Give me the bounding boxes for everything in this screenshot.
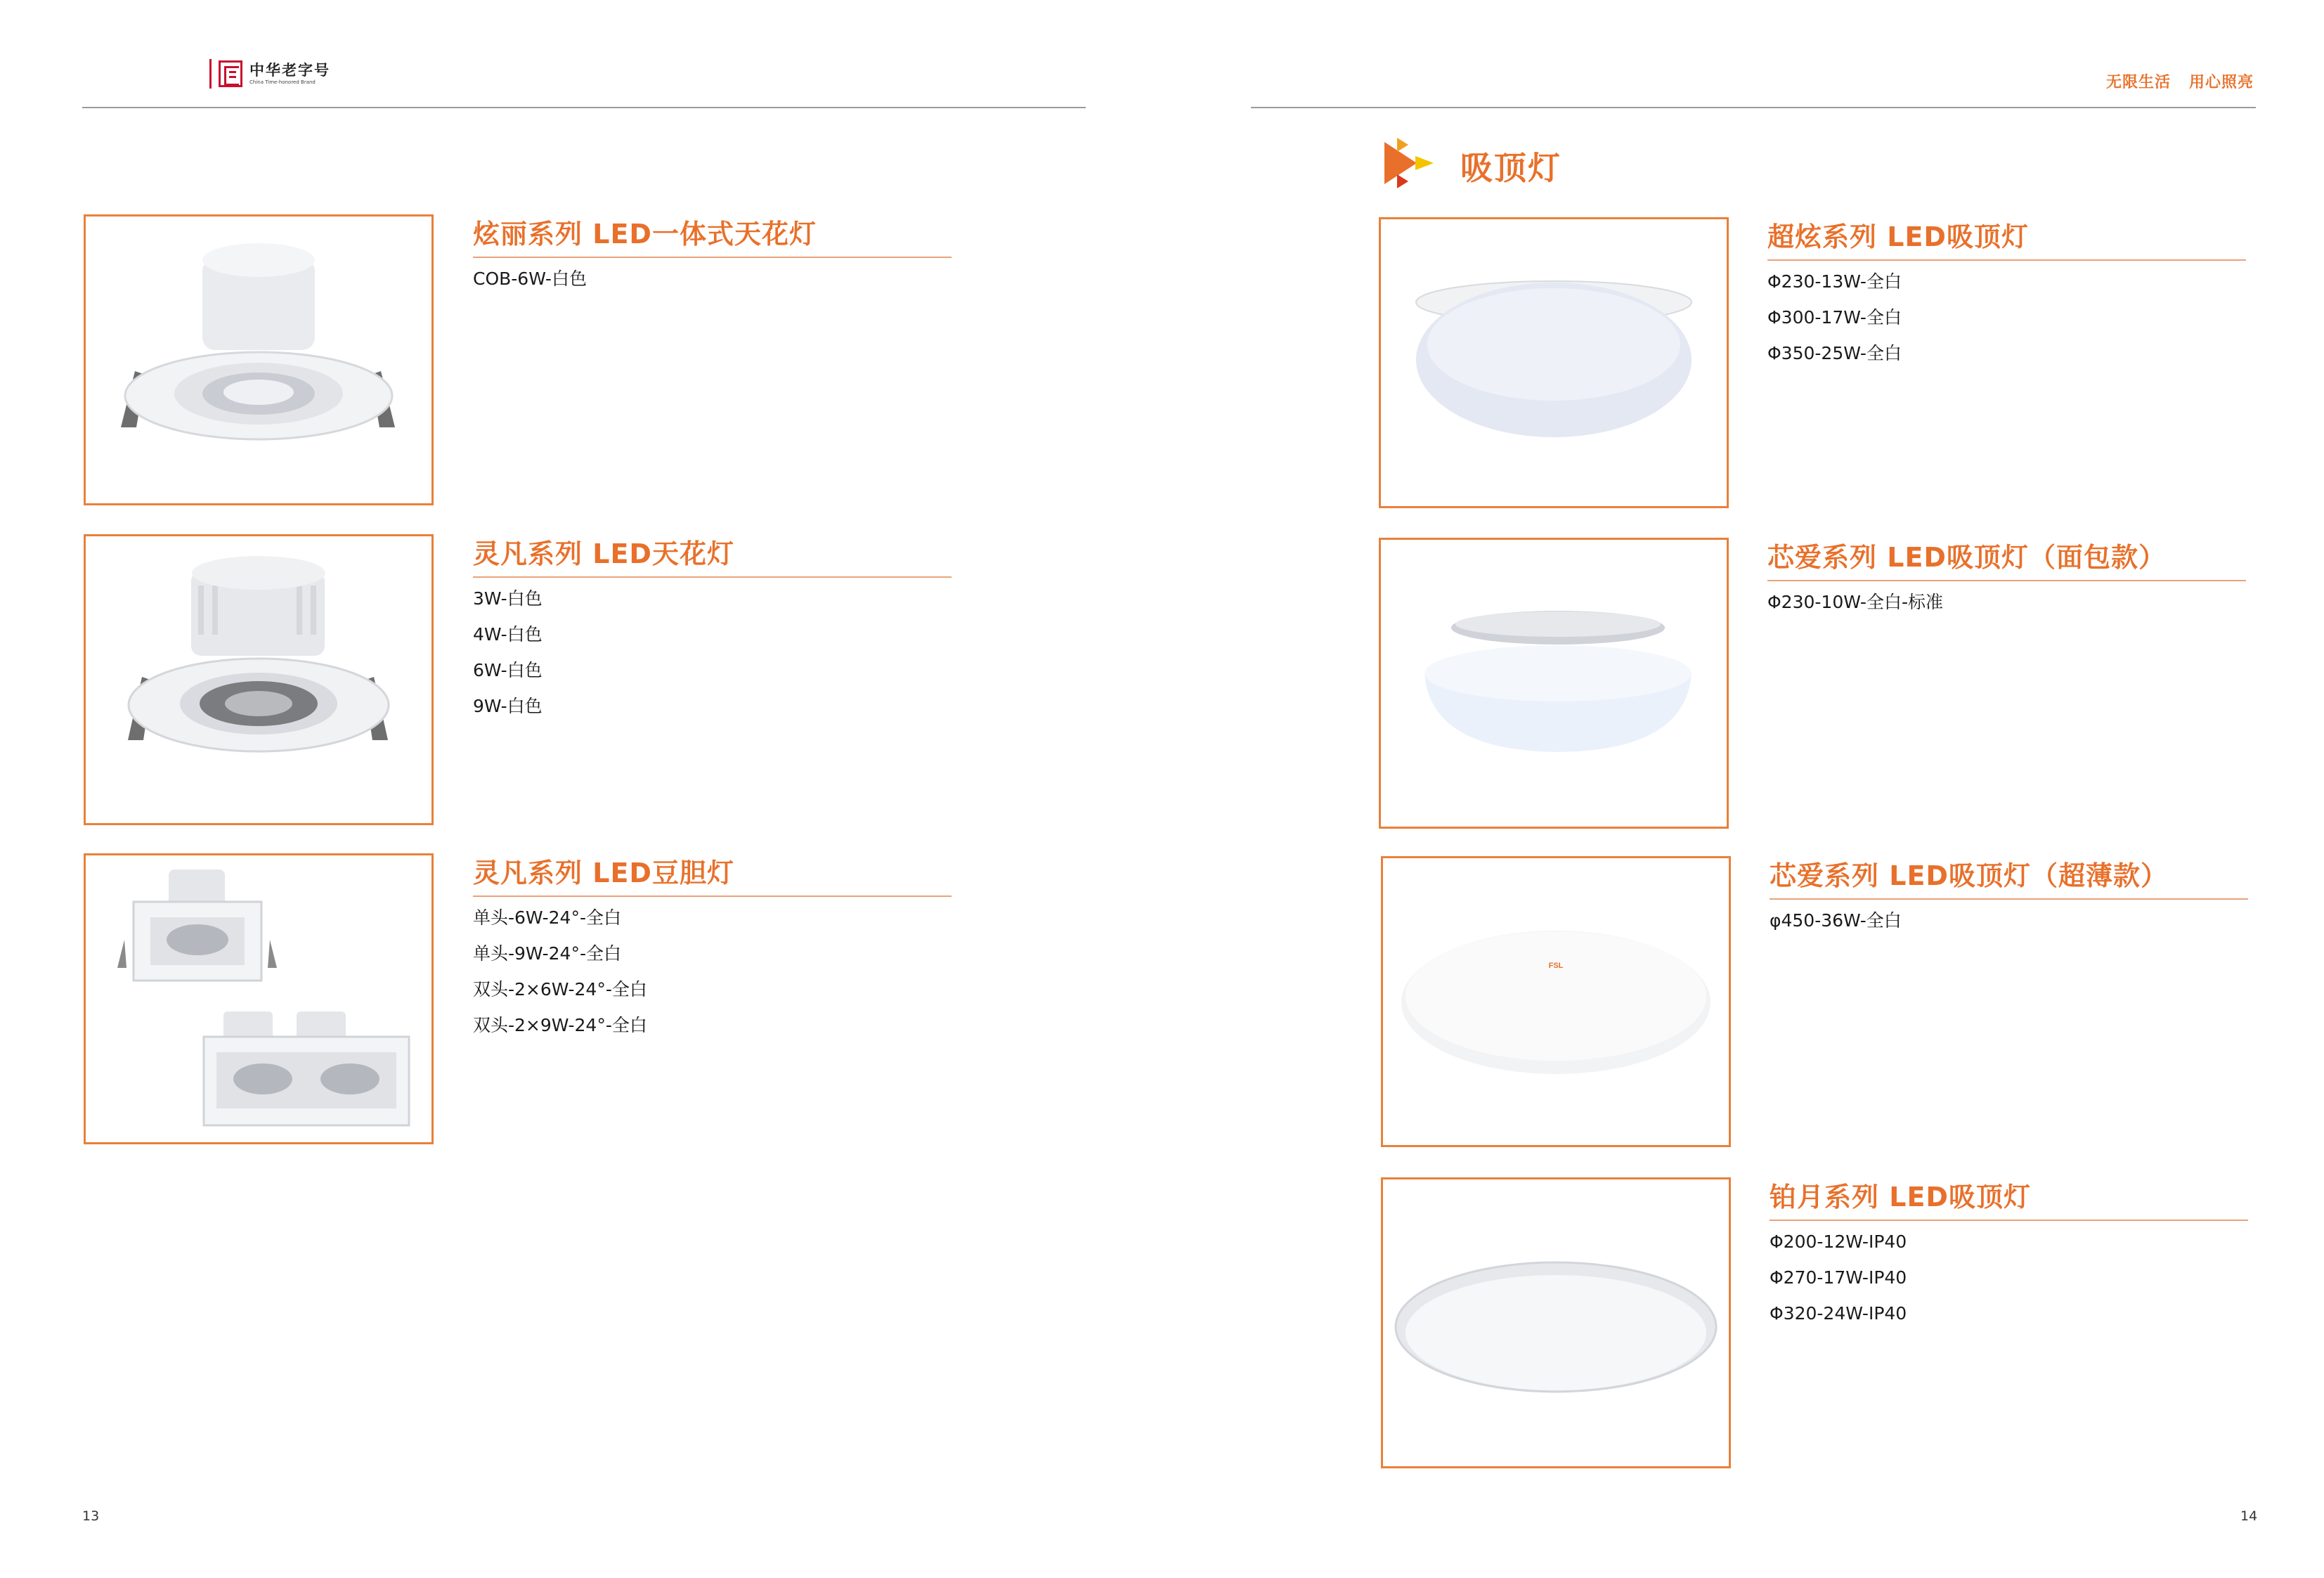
grille-downlight-icon <box>86 855 431 1142</box>
spec-item: Φ350-25W-全白 <box>1767 343 1902 363</box>
adjustable-spotlight-icon <box>86 536 431 823</box>
spec-item: 3W-白色 <box>473 588 543 609</box>
ceiling-light-flat-icon <box>1383 1179 1729 1466</box>
slogan: 无限生活 用心照亮 <box>2106 74 2254 91</box>
spec-item: φ450-36W-全白 <box>1770 910 1902 931</box>
spec-list <box>473 261 587 297</box>
product-image-frame <box>84 853 434 1144</box>
spec-item: Φ230-13W-全白 <box>1767 271 1902 292</box>
spec-item: COB-6W-白色 <box>473 269 587 289</box>
title-underline <box>473 576 952 578</box>
page-number-left: 13 <box>82 1508 100 1524</box>
product-image-frame <box>84 214 434 505</box>
spec-list <box>473 581 543 724</box>
time-honored-seal-icon <box>219 60 242 87</box>
product-title: 超炫系列 LED吸顶灯 <box>1767 221 2029 252</box>
product-image-frame <box>1379 538 1729 829</box>
title-underline <box>473 257 952 258</box>
section-title: 吸顶灯 <box>1460 149 1562 187</box>
spec-item: Φ300-17W-全白 <box>1767 307 1902 328</box>
spec-item: Φ200-12W-IP40 <box>1770 1231 1907 1252</box>
spec-item: Φ270-17W-IP40 <box>1770 1267 1907 1288</box>
spec-item: Φ320-24W-IP40 <box>1770 1303 1907 1324</box>
title-underline <box>1767 259 2246 261</box>
spec-list <box>1770 1224 1907 1331</box>
product-image-frame <box>1381 856 1731 1147</box>
product-image-frame <box>84 534 434 825</box>
product-image-frame <box>1379 217 1729 508</box>
spec-item: 单头-6W-24°-全白 <box>473 907 621 928</box>
header-rule-right <box>1251 107 2256 108</box>
ceiling-light-slim-icon <box>1383 858 1729 1145</box>
brand-logo <box>209 59 330 89</box>
spec-item: 4W-白色 <box>473 624 543 645</box>
brand-divider <box>209 59 212 89</box>
brand-name-en: China Time-honored Brand <box>249 79 316 85</box>
spec-item: 9W-白色 <box>473 696 543 716</box>
product-image-frame <box>1381 1177 1731 1468</box>
title-underline <box>1767 580 2246 581</box>
product-title: 芯爱系列 LED吸顶灯（超薄款） <box>1770 860 2168 891</box>
spec-list <box>1770 903 1902 938</box>
section-arrow-icon <box>1384 138 1441 188</box>
product-title: 铂月系列 LED吸顶灯 <box>1770 1182 2031 1212</box>
title-underline <box>1770 898 2248 900</box>
spec-item: 双头-2×9W-24°-全白 <box>473 1015 647 1035</box>
spec-list <box>1767 264 1902 371</box>
title-underline <box>1770 1220 2248 1221</box>
brand-name-cn: 中华老字号 <box>249 61 330 79</box>
spec-item: Φ230-10W-全白-标准 <box>1767 592 1943 612</box>
spec-item: 双头-2×6W-24°-全白 <box>473 979 647 1000</box>
fsl-logo: FSL <box>1548 962 1564 970</box>
spec-item: 单头-9W-24°-全白 <box>473 943 621 964</box>
title-underline <box>473 895 952 897</box>
product-title: 芯爱系列 LED吸顶灯（面包款） <box>1767 542 2166 573</box>
recessed-downlight-icon <box>86 216 431 503</box>
ceiling-light-round-icon <box>1381 219 1727 506</box>
page-number-right: 14 <box>2240 1508 2258 1524</box>
spec-list <box>473 900 647 1043</box>
ceiling-light-dome-icon <box>1381 540 1727 827</box>
spec-list <box>1767 584 1943 620</box>
spec-item: 6W-白色 <box>473 660 543 680</box>
product-title: 灵凡系列 LED豆胆灯 <box>473 858 734 888</box>
product-title: 炫丽系列 LED一体式天花灯 <box>473 219 817 250</box>
header-rule-left <box>82 107 1086 108</box>
product-title: 灵凡系列 LED天花灯 <box>473 538 734 569</box>
